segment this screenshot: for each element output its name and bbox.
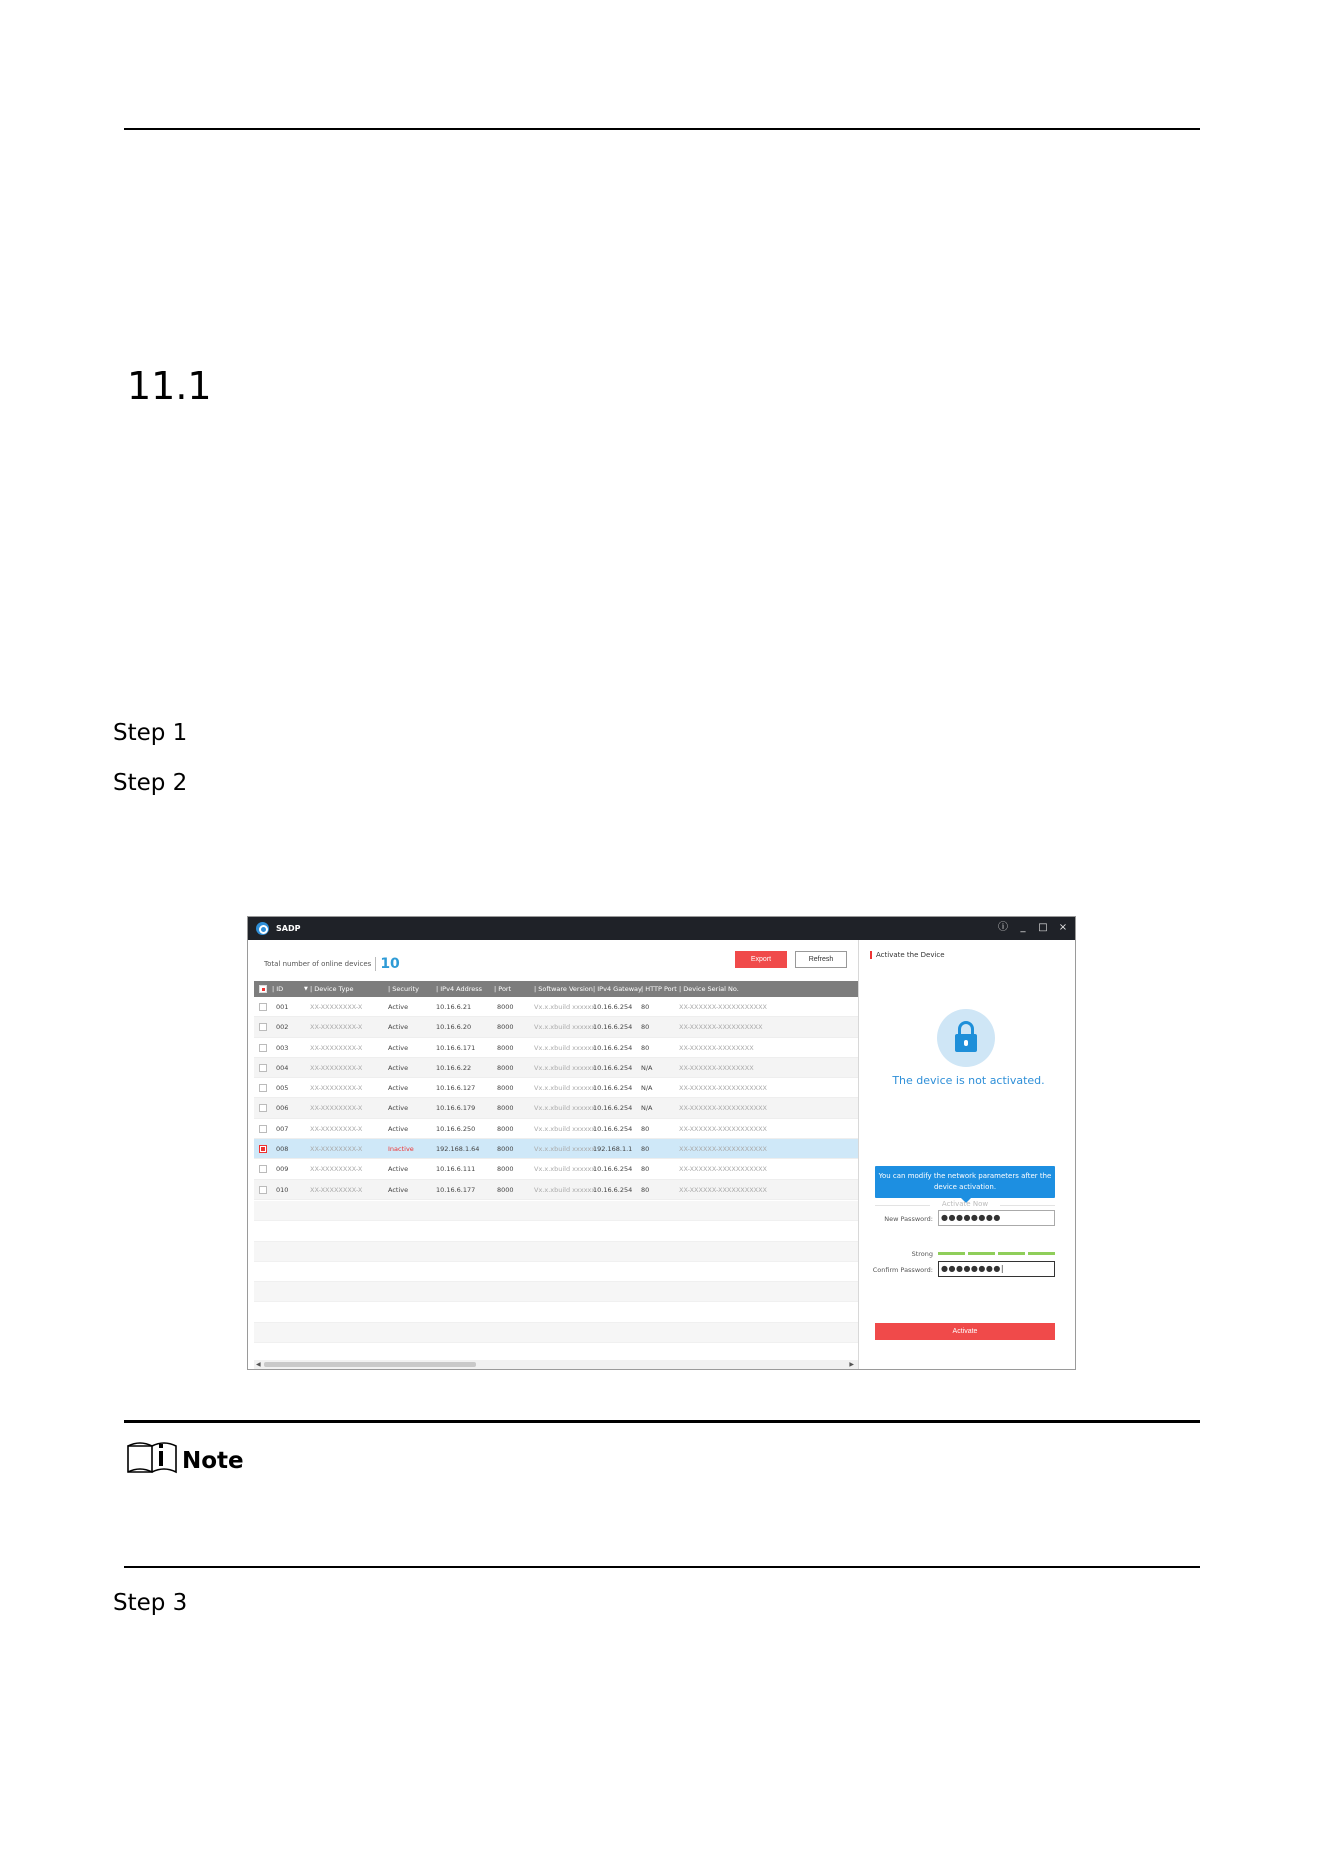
cell-type: XX-XXXXXXXX-X [310,1003,363,1011]
cell-type: XX-XXXXXXXX-X [310,1124,363,1133]
cell-id: 005 [276,1084,289,1093]
cell-version: Vx.x.xbuild xxxxxx [534,1165,596,1174]
scrollbar-thumb[interactable] [264,1362,476,1367]
cell-port: 8000 [497,1063,514,1072]
cell-http: 80 [641,1145,650,1154]
empty-row [254,1302,858,1322]
cell-type: XX-XXXXXXXX-X [310,1043,363,1052]
online-device-count [264,956,400,972]
cell-port: 8000 [497,1043,514,1052]
table-row[interactable] [254,1139,858,1159]
title-bar [248,917,1075,940]
row-checkbox[interactable] [259,1125,267,1133]
cell-security: Active [388,1023,409,1032]
cell-gateway: 10.16.6.254 [593,1084,633,1093]
cell-serial: XX-XXXXXX-XXXXXXXXXX [679,1023,763,1032]
cell-ip: 10.16.6.179 [436,1104,476,1113]
cell-port: 8000 [497,1003,514,1011]
maximize-icon[interactable]: □ [1038,922,1048,933]
cell-type: XX-XXXXXXXX-X [310,1023,363,1032]
note-top-rule [124,1420,1200,1423]
cell-security: Active [388,1104,409,1113]
info-tooltip: You can modify the network parameters after the device activation. [875,1166,1055,1198]
cell-http: N/A [641,1063,653,1072]
row-checkbox[interactable] [259,1145,267,1153]
table-row[interactable] [254,1180,858,1200]
cell-gateway: 10.16.6.254 [593,1165,633,1174]
cell-security: Active [388,1043,409,1052]
table-row[interactable] [254,1038,858,1058]
table-row[interactable] [254,1119,858,1139]
cell-version: Vx.x.xbuild xxxxxx [534,1104,596,1113]
cell-http: 80 [641,1165,650,1174]
cell-serial: XX-XXXXXX-XXXXXXXXXXX [679,1165,768,1174]
table-row[interactable] [254,1159,858,1179]
col-ipv4-gateway[interactable]: | IPv4 Gateway [593,985,642,993]
strength-label: Strong [911,1250,933,1258]
cell-ip: 10.16.6.22 [436,1063,472,1072]
new-password-field[interactable]: ●●●●●●●● [938,1210,1055,1226]
col-device-type[interactable]: | Device Type [310,985,354,993]
cell-security: Active [388,1063,409,1072]
total-label: Total number of online devices [264,960,372,968]
activate-now-divider: Activate Now [875,1200,1055,1208]
cell-http: N/A [641,1084,653,1093]
app-title: SADP [276,924,301,933]
cell-version: Vx.x.xbuild xxxxxx [534,1185,596,1194]
scroll-left-icon[interactable]: ◀ [256,1361,261,1368]
cell-id: 008 [276,1145,289,1154]
col-serial[interactable]: | Device Serial No. [679,985,739,993]
lock-icon [937,1009,995,1067]
new-password-label: New Password: [884,1215,933,1223]
sadp-logo-icon [256,922,269,935]
cell-gateway: 10.16.6.254 [593,1043,633,1052]
cell-port: 8000 [497,1145,514,1154]
cell-version: Vx.x.xbuild xxxxxx [534,1043,596,1052]
cell-version: Vx.x.xbuild xxxxxx [534,1084,596,1093]
close-icon[interactable]: × [1058,922,1068,933]
minimize-icon[interactable]: _ [1020,922,1026,933]
cell-serial: XX-XXXXXX-XXXXXXXX [679,1043,754,1052]
cell-id: 002 [276,1023,289,1032]
sort-down-icon[interactable]: ▼ [304,986,308,992]
row-checkbox[interactable] [259,1186,267,1194]
cell-id: 009 [276,1165,289,1174]
cell-gateway: 10.16.6.254 [593,1023,633,1032]
cell-type: XX-XXXXXXXX-X [310,1104,363,1113]
cell-port: 8000 [497,1185,514,1194]
empty-row [254,1242,858,1262]
cell-http: N/A [641,1104,653,1113]
confirm-password-label: Confirm Password: [872,1266,933,1274]
empty-row [254,1262,858,1282]
cell-serial: XX-XXXXXX-XXXXXXXXXXX [679,1084,768,1093]
table-row[interactable] [254,997,858,1017]
cell-ip: 192.168.1.64 [436,1145,480,1154]
row-checkbox[interactable] [259,1084,267,1092]
note-heading [126,1436,244,1476]
cell-port: 8000 [497,1104,514,1113]
cell-type: XX-XXXXXXXX-X [310,1145,363,1154]
cell-security: Active [388,1185,409,1194]
cell-type: XX-XXXXXXXX-X [310,1165,363,1174]
activation-panel [858,940,1076,1370]
step-3-label: Step 3 [113,1590,188,1616]
cell-version: Vx.x.xbuild xxxxxx [534,1145,596,1154]
cell-version: Vx.x.xbuild xxxxxx [534,1124,596,1133]
row-checkbox[interactable] [259,1044,267,1052]
scroll-right-icon[interactable]: ▶ [849,1361,854,1368]
row-checkbox[interactable] [259,1104,267,1112]
password-strength-meter [938,1252,1055,1255]
cell-gateway: 10.16.6.254 [593,1124,633,1133]
table-row[interactable] [254,1058,858,1078]
table-row[interactable] [254,1098,858,1118]
panel-title: Activate the Device [870,951,945,959]
total-count: 10 [380,956,400,972]
cell-port: 8000 [497,1084,514,1093]
cell-ip: 10.16.6.171 [436,1043,476,1052]
cell-gateway: 10.16.6.254 [593,1003,633,1011]
cell-ip: 10.16.6.177 [436,1185,476,1194]
about-icon[interactable]: ⓘ [998,922,1008,933]
cell-serial: XX-XXXXXX-XXXXXXXXXXX [679,1003,768,1011]
cell-serial: XX-XXXXXX-XXXXXXXXXXX [679,1124,768,1133]
cell-gateway: 10.16.6.254 [593,1063,633,1072]
cell-version: Vx.x.xbuild xxxxxx [534,1003,596,1011]
cell-http: 80 [641,1124,650,1133]
cell-security: Active [388,1084,409,1093]
cell-http: 80 [641,1003,650,1011]
empty-row [254,1201,858,1221]
cell-ip: 10.16.6.111 [436,1165,476,1174]
cell-http: 80 [641,1043,650,1052]
cell-http: 80 [641,1185,650,1194]
cell-id: 001 [276,1003,289,1011]
row-checkbox[interactable] [259,1064,267,1072]
cell-type: XX-XXXXXXXX-X [310,1063,363,1072]
cell-serial: XX-XXXXXX-XXXXXXXXXXX [679,1185,768,1194]
horizontal-scrollbar[interactable] [254,1360,858,1369]
cell-ip: 10.16.6.250 [436,1124,476,1133]
empty-table-area [254,1201,858,1363]
cell-serial: XX-XXXXXX-XXXXXXXXXXX [679,1145,768,1154]
note-book-icon [126,1438,180,1476]
count-divider [375,957,376,971]
cell-id: 010 [276,1185,289,1194]
note-bottom-rule [124,1566,1200,1568]
cell-version: Vx.x.xbuild xxxxxx [534,1063,596,1072]
col-ipv4-address[interactable]: | IPv4 Address [436,985,483,993]
col-http-port[interactable]: | HTTP Port [641,985,677,993]
cell-type: XX-XXXXXXXX-X [310,1084,363,1093]
cell-security: Active [388,1124,409,1133]
step-2-label: Step 2 [113,770,188,796]
window-controls [997,921,1069,935]
cell-ip: 10.16.6.20 [436,1023,472,1032]
col-security[interactable]: | Security [388,985,419,993]
table-row[interactable] [254,1078,858,1098]
col-software-version[interactable]: | Software Version [534,985,593,993]
cell-ip: 10.16.6.127 [436,1084,476,1093]
cell-type: XX-XXXXXXXX-X [310,1185,363,1194]
cell-port: 8000 [497,1124,514,1133]
col-port[interactable]: | Port [494,985,512,993]
sadp-window [247,916,1076,1370]
note-label: Note [182,1448,244,1474]
step-1-label: Step 1 [113,720,188,746]
activate-button[interactable]: Activate [875,1323,1055,1340]
cell-gateway: 192.168.1.1 [593,1145,633,1154]
table-header [254,981,858,997]
table-row[interactable] [254,1017,858,1037]
cell-id: 006 [276,1104,289,1113]
cell-port: 8000 [497,1165,514,1174]
cell-security: Inactive [388,1145,414,1154]
cell-gateway: 10.16.6.254 [593,1104,633,1113]
device-list-pane [248,940,858,1370]
activation-status: The device is not activated. [892,1074,1045,1087]
cell-gateway: 10.16.6.254 [593,1185,633,1194]
empty-row [254,1221,858,1241]
cell-security: Active [388,1165,409,1174]
device-table-body [254,997,858,1200]
header-rule [124,128,1200,130]
cell-ip: 10.16.6.21 [436,1003,472,1011]
row-checkbox[interactable] [259,1023,267,1031]
row-checkbox[interactable] [259,1003,267,1011]
cell-id: 004 [276,1063,289,1072]
cell-id: 007 [276,1124,289,1133]
cell-security: Active [388,1003,409,1011]
cell-id: 003 [276,1043,289,1052]
empty-row [254,1323,858,1343]
cell-http: 80 [641,1023,650,1032]
confirm-password-field[interactable]: ●●●●●●●●| [938,1261,1055,1277]
cell-serial: XX-XXXXXX-XXXXXXXX [679,1063,754,1072]
section-number: 11.1 [127,364,212,408]
col-id[interactable]: | ID [272,985,284,993]
refresh-button[interactable]: Refresh [795,951,847,968]
cell-version: Vx.x.xbuild xxxxxx [534,1023,596,1032]
export-button[interactable]: Export [735,951,787,968]
cell-port: 8000 [497,1023,514,1032]
empty-row [254,1282,858,1302]
cell-serial: XX-XXXXXX-XXXXXXXXXXX [679,1104,768,1113]
row-checkbox[interactable] [259,1165,267,1173]
select-all-checkbox[interactable] [259,985,267,993]
